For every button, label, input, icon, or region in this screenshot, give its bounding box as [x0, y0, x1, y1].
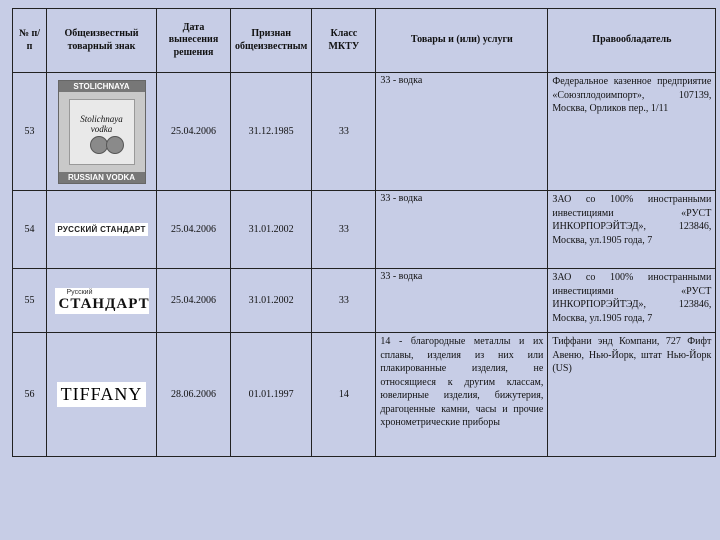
mark-cell — [47, 191, 157, 269]
russky-standart-stylized-logo — [55, 288, 149, 314]
class-cell: 33 — [312, 73, 376, 191]
header-owner: Правообладатель — [548, 9, 716, 73]
header-class: Класс МКТУ — [312, 9, 376, 73]
owner-cell: Тиффани энд Компани, 727 Фифт Авеню, Нью-Йорк, штат Нью-Йорк (US) — [548, 333, 716, 457]
stolichnaya-logo-script: Stolichnaya vodka — [80, 113, 123, 134]
stolichnaya-logo-label — [69, 99, 135, 165]
goods-cell: 33 - водка — [376, 73, 548, 191]
recognized-cell: 31.01.2002 — [231, 269, 312, 333]
owner-cell: ЗАО со 100% иностранными инвестициями «РУСТ ИНКОРПОРЭЙТЭД», 123846, Москва, ул.1905 года, 7 — [548, 269, 716, 333]
logo-small-text: Русский — [66, 288, 93, 296]
logo-big-text: СТАНДАРТ — [58, 295, 150, 312]
mark-cell — [47, 269, 157, 333]
tiffany-logo: TIFFANY — [57, 382, 147, 407]
decision-date-cell: 25.04.2006 — [157, 73, 231, 191]
goods-cell: 33 - водка — [376, 191, 548, 269]
stolichnaya-logo — [58, 80, 146, 184]
stolichnaya-logo-title: STOLICHNAYA — [59, 81, 145, 92]
recognized-cell: 31.01.2002 — [231, 191, 312, 269]
header-decision-date: Дата вынесения решения — [157, 9, 231, 73]
header-goods: Товары и (или) услуги — [376, 9, 548, 73]
stolichnaya-logo-bottom: RUSSIAN VODKA — [59, 172, 145, 183]
header-recognized: Признан общеизвестным — [231, 9, 312, 73]
class-cell: 33 — [312, 269, 376, 333]
goods-cell: 14 - благородные металлы и их сплавы, изделия из них или плакированные изделия, не относящиеся к другим классам, ювелирные изделия, бижутерия, драгоценные камни, часы и прочие хронометрические приборы — [376, 333, 548, 457]
table-row — [13, 333, 716, 457]
decision-date-cell: 25.04.2006 — [157, 269, 231, 333]
row-num: 55 — [13, 269, 47, 333]
class-cell: 14 — [312, 333, 376, 457]
header-num: № п/п — [13, 9, 47, 73]
medal-icon — [90, 136, 108, 154]
mark-cell — [47, 73, 157, 191]
mark-cell — [47, 333, 157, 457]
owner-cell: ЗАО со 100% иностранными инвестициями «РУСТ ИНКОРПОРЭЙТЭД», 123846, Москва, ул.1905 года, 7 — [548, 191, 716, 269]
decision-date-cell: 25.04.2006 — [157, 191, 231, 269]
table-row — [13, 73, 716, 191]
table-row — [13, 191, 716, 269]
row-num: 56 — [13, 333, 47, 457]
class-cell: 33 — [312, 191, 376, 269]
trademark-table — [12, 8, 716, 457]
table-row — [13, 269, 716, 333]
decision-date-cell: 28.06.2006 — [157, 333, 231, 457]
owner-cell: Федеральное казенное предприятие «Союзплодоимпорт», 107139, Москва, Орликов пер., 1/11 — [548, 73, 716, 191]
medal-icon — [106, 136, 124, 154]
row-num: 54 — [13, 191, 47, 269]
header-row — [13, 9, 716, 73]
header-mark: Общеизвестный товарный знак — [47, 9, 157, 73]
recognized-cell: 01.01.1997 — [231, 333, 312, 457]
russky-standart-logo: РУССКИЙ СТАНДАРТ — [57, 225, 146, 234]
row-num: 53 — [13, 73, 47, 191]
goods-cell: 33 - водка — [376, 269, 548, 333]
recognized-cell: 31.12.1985 — [231, 73, 312, 191]
